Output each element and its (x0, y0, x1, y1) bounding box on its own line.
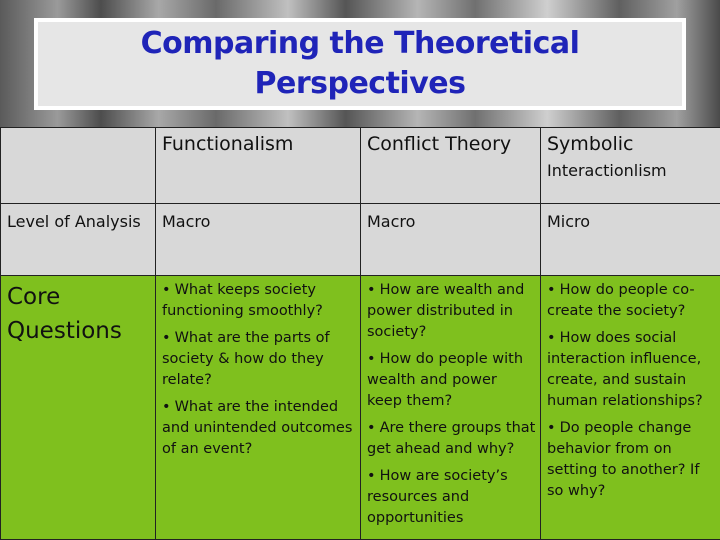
header-functionalism: Functionalism (156, 128, 361, 204)
table-header-row (1, 128, 720, 204)
table-row-level-of-analysis (1, 204, 720, 276)
symbolic-question-list (541, 276, 720, 502)
core-label-line-1: Core (7, 284, 61, 310)
list-item: • What keeps society functioning smoothly? (162, 282, 323, 319)
level-symbolic-interactionism: Micro (541, 204, 720, 276)
list-item: • How do people co-create the society? (547, 282, 695, 319)
core-symbolic-cell (541, 276, 720, 540)
list-item: • Are there groups that get ahead and why? (367, 420, 536, 457)
header-symbolic-interactionism (541, 128, 720, 204)
functionalism-question-list (156, 276, 360, 460)
header-conflict-theory: Conflict Theory (361, 128, 541, 204)
row-label-level-of-analysis: Level of Analysis (1, 204, 156, 276)
conflict-question-list (361, 276, 540, 529)
level-conflict-theory: Macro (361, 204, 541, 276)
level-functionalism: Macro (156, 204, 361, 276)
table-row-core-questions (1, 276, 720, 540)
title-line-1: Comparing the Theoretical (140, 26, 580, 61)
title-line-2: Perspectives (254, 66, 466, 101)
header-empty-cell (1, 128, 156, 204)
list-item: • How are wealth and power distributed in society? (367, 282, 525, 340)
slide-title (38, 22, 682, 104)
core-label-line-2: Questions (7, 318, 122, 344)
core-conflict-theory-cell (361, 276, 541, 540)
header-symbolic-line-1: Symbolic (547, 133, 634, 155)
list-item: • How do people with wealth and power keep them? (367, 351, 524, 409)
list-item: • How are society’s resources and opportunities (367, 468, 508, 526)
list-item: • How does social interaction influence, create, and sustain human relationships? (547, 330, 703, 409)
core-functionalism-cell (156, 276, 361, 540)
header-symbolic-line-2: Interactionlism (547, 161, 667, 180)
list-item: • What are the intended and unintended outcomes of an event? (162, 399, 353, 457)
list-item: • What are the parts of society & how do they relate? (162, 330, 330, 388)
list-item: • Do people change behavior from on setting to another? If so why? (547, 420, 700, 499)
row-label-core-questions (1, 276, 156, 540)
title-box (34, 18, 686, 110)
comparison-table (0, 127, 720, 540)
